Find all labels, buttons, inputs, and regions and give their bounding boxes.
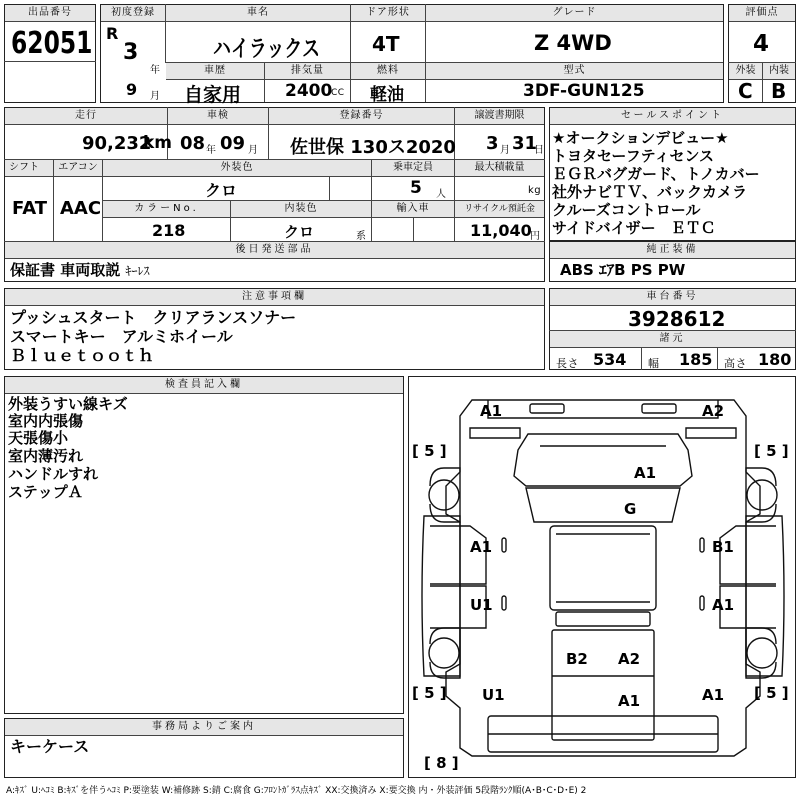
- history-value: 自家用: [184, 84, 242, 106]
- shift-value: FAT: [12, 198, 48, 219]
- door-label: ドア形状: [351, 5, 425, 22]
- transfer-day-unit: 日: [534, 145, 545, 156]
- transfer-day: 31: [512, 133, 538, 154]
- interior-grade-label: 内装: [763, 63, 795, 80]
- capacity-label: 乗車定員: [372, 160, 454, 177]
- inspector-line: 室内薄汚れ: [8, 447, 84, 465]
- registration-value: 佐世保 130ス2020: [290, 137, 456, 158]
- lot-label: 出品番号: [5, 5, 95, 22]
- car-name-label: 車名: [166, 5, 350, 22]
- bracket-top-right: [ 5 ]: [754, 442, 789, 460]
- first-reg-era: R: [106, 24, 119, 43]
- bracket-top-left: [ 5 ]: [412, 442, 447, 460]
- displacement-value: 2400: [285, 81, 333, 101]
- mark-tailgate: A1: [618, 692, 641, 710]
- width-label: 幅: [648, 357, 660, 370]
- fuel-label: 燃料: [351, 63, 425, 80]
- mark-bonnet: A1: [634, 464, 657, 482]
- displacement-unit: CC: [331, 88, 345, 98]
- dims-label: 諸元: [550, 331, 795, 348]
- car-name-value: ハイラックス: [213, 36, 321, 62]
- grade-label: グレード: [426, 5, 723, 22]
- score-label: 評価点: [729, 5, 795, 22]
- mileage-value: 90,232: [82, 133, 152, 154]
- sales-point-line: クルーズコントロール: [552, 201, 701, 219]
- grade-value: Z 4WD: [534, 31, 612, 55]
- inspector-line: 天張傷小: [8, 429, 69, 447]
- bracket-bottom-right: [ 5 ]: [754, 684, 789, 702]
- inspector-line: ハンドルすれ: [8, 465, 99, 483]
- inspection-year: 08: [180, 133, 206, 154]
- width-value: 185: [679, 350, 713, 369]
- int-color-unit: 系: [356, 231, 367, 242]
- later-parts-small: ｷｰﾚｽ: [125, 264, 150, 278]
- later-parts-label: 後日発送部品: [5, 242, 544, 259]
- later-parts-main: 保証書 車両取説: [10, 261, 121, 279]
- first-reg-year: 3: [123, 40, 139, 65]
- exterior-grade-value: C: [738, 79, 753, 103]
- equipment-value: ABS ｴｱB PS PW: [560, 261, 686, 279]
- sales-point-line: サイドバイザー ＥＴＣ: [552, 219, 716, 237]
- mark-front-door-right: B1: [712, 538, 734, 556]
- recycle-value: 11,040: [470, 221, 532, 240]
- car-outline: [410, 376, 796, 776]
- notes-label: 注意事項欄: [5, 289, 544, 306]
- model-value: 3DF-GUN125: [523, 81, 645, 101]
- recycle-label: リサイクル預託金: [455, 201, 544, 218]
- first-reg-label: 初度登録: [101, 5, 165, 22]
- height-value: 180: [758, 350, 792, 369]
- first-reg-month: 9: [126, 80, 138, 99]
- fuel-value: 軽油: [370, 85, 404, 105]
- inspector-line: ステップＡ: [8, 483, 83, 501]
- chassis-label: 車台番号: [550, 289, 795, 306]
- model-label: 型式: [426, 63, 723, 80]
- interior-grade-value: B: [771, 79, 787, 103]
- inspector-line: 外装うすい線キズ: [8, 395, 128, 413]
- shift-label: シフト: [5, 160, 53, 177]
- aircon-label: エアコン: [54, 160, 102, 177]
- mark-windshield: G: [624, 500, 637, 518]
- inspection-year-unit: 年: [206, 145, 217, 156]
- displacement-label: 排気量: [265, 63, 350, 80]
- sales-point-line: トヨタセーフティセンス: [552, 147, 715, 165]
- notes-line: プッシュスタート クリアランスソナー: [10, 308, 297, 327]
- transfer-month: 3: [486, 133, 499, 154]
- bracket-bottom-left: [ 5 ]: [412, 684, 447, 702]
- capacity-unit: 人: [436, 189, 447, 200]
- first-reg-year-unit: 年: [150, 65, 161, 76]
- color-no-value: 218: [152, 221, 186, 240]
- history-label: 車歴: [166, 63, 264, 80]
- lot-number: 62051: [11, 26, 93, 61]
- ext-color-value: クロ: [205, 181, 238, 200]
- inspector-label: 検査員記入欄: [5, 377, 403, 394]
- inspection-month-unit: 月: [248, 145, 259, 156]
- recycle-unit: 円: [530, 231, 541, 242]
- bracket-bottom: [ 8 ]: [424, 754, 459, 772]
- first-reg-month-unit: 月: [150, 91, 161, 102]
- mark-rear-left: U1: [482, 686, 505, 704]
- mileage-label: 走行: [5, 108, 167, 125]
- equipment-label: 純正装備: [550, 242, 795, 259]
- sales-point-line: ＥＧＲバグガード、トノカバー: [552, 165, 760, 183]
- import-label: 輸入車: [372, 201, 454, 218]
- mark-front-door-left: A1: [470, 538, 493, 556]
- length-value: 534: [593, 350, 627, 369]
- notes-line: Ｂｌｕｅｔｏｏｔｈ: [10, 346, 155, 365]
- capacity-value: 5: [410, 178, 422, 198]
- legend-text: A:ｷｽﾞ U:ﾍｺﾐ B:ｷｽﾞを伴うﾍｺﾐ P:要塗装 W:補修跡 S:錆 C:腐食 G:ﾌﾛﾝﾄｶﾞﾗｽ点ｷｽﾞ XX:交換済み X:要交換 内・外装評価 5段階ﾗﾝｸ順(A･B･C･D･E) 2: [6, 786, 587, 796]
- mark-bed-right: A2: [618, 650, 641, 668]
- chassis-value: 3928612: [628, 307, 726, 331]
- length-label: 長さ: [556, 357, 579, 370]
- sales-point-line: 社外ナビＴＶ、バックカメラ: [552, 183, 748, 201]
- later-parts-value: [10, 262, 149, 280]
- mark-rear-door-left: U1: [470, 596, 493, 614]
- max-load-label: 最大積載量: [455, 160, 544, 177]
- door-value: 4T: [372, 32, 400, 56]
- mark-front-right: A2: [702, 402, 725, 420]
- exterior-grade-label: 外装: [729, 63, 762, 80]
- score-value: 4: [753, 31, 770, 57]
- notes-line: スマートキー アルミホイール: [10, 327, 233, 346]
- sales-point-line: ★オークションデビュー★: [552, 129, 729, 147]
- color-no-label: カラーNo.: [103, 201, 230, 218]
- max-load-unit: kg: [528, 185, 542, 196]
- transfer-label: 譲渡書期限: [455, 108, 544, 125]
- inspection-label: 車検: [168, 108, 268, 125]
- mark-rear-door-right: A1: [712, 596, 735, 614]
- mark-front-left: A1: [480, 402, 503, 420]
- registration-label: 登録番号: [269, 108, 454, 125]
- office-value: キーケース: [10, 737, 90, 756]
- int-color-label: 内装色: [231, 201, 371, 218]
- height-label: 高さ: [724, 357, 747, 370]
- car-diagram: [410, 376, 796, 776]
- office-label: 事務局よりご案内: [5, 719, 403, 736]
- inspector-line: 室内内張傷: [8, 412, 84, 430]
- int-color-value: クロ: [284, 223, 315, 241]
- ext-color-label: 外装色: [103, 160, 371, 177]
- mark-rear-right: A1: [702, 686, 725, 704]
- inspection-month: 09: [220, 133, 246, 154]
- aircon-value: AAC: [60, 198, 102, 219]
- sales-points-label: セールスポイント: [550, 108, 795, 125]
- mileage-unit: km: [143, 133, 173, 153]
- transfer-month-unit: 月: [500, 145, 511, 156]
- mark-bed-left: B2: [566, 650, 588, 668]
